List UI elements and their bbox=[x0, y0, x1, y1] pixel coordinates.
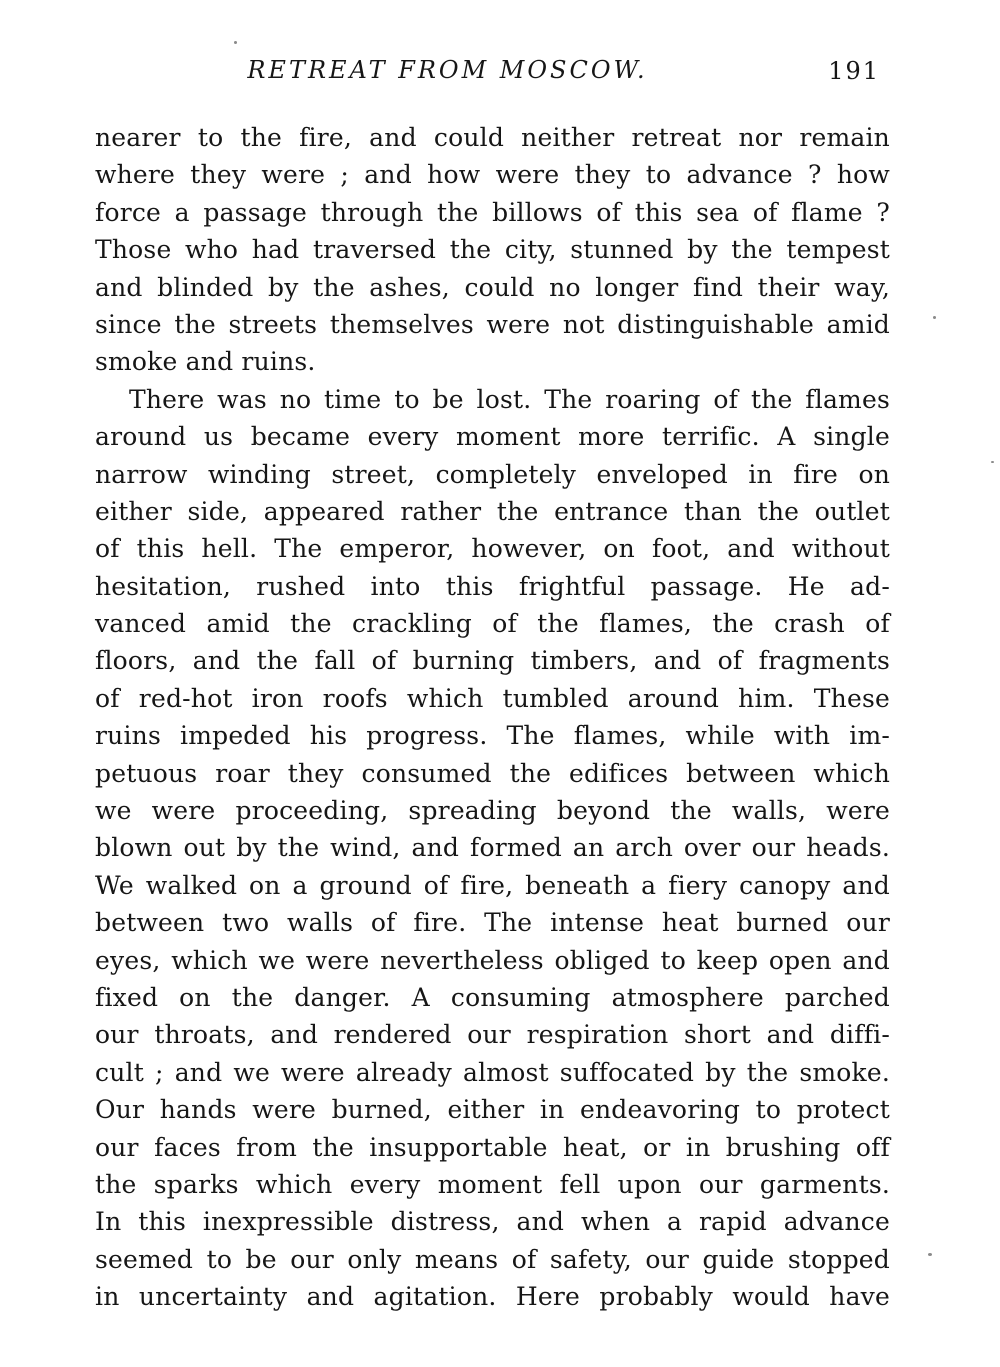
text-line: Our hands were burned, either in endeavoring to protect bbox=[95, 1095, 890, 1125]
text-line: floors, and the fall of burning timbers, and of fragments bbox=[95, 646, 890, 676]
text-line: our throats, and rendered our respiration short and diffi- bbox=[95, 1020, 890, 1050]
text-line: seemed to be our only means of safety, our guide stopped bbox=[95, 1244, 890, 1274]
text-line: fixed on the danger. A consuming atmosphere parched bbox=[95, 982, 890, 1012]
text-line: where they were ; and how were they to advance ? how bbox=[95, 160, 890, 190]
text-line: force a passage through the billows of this sea of flame ? bbox=[95, 197, 890, 227]
text-line: either side, appeared rather the entrance than the outlet bbox=[95, 496, 890, 526]
text-line: our faces from the insupportable heat, or in brushing off bbox=[95, 1132, 890, 1162]
text-line: nearer to the fire, and could neither retreat nor remain bbox=[95, 123, 890, 152]
text-line: we were proceeding, spreading beyond the walls, were bbox=[95, 796, 890, 826]
text-line: There was no time to be lost. The roaring of the flames bbox=[129, 384, 890, 414]
text-line: blown out by the wind, and formed an arch over our heads. bbox=[95, 833, 890, 863]
scan-speck bbox=[234, 41, 237, 44]
text-line: eyes, which we were nevertheless obliged to keep open and bbox=[95, 945, 890, 975]
text-line: around us became every moment more terrific. A single bbox=[95, 422, 890, 452]
running-head bbox=[95, 56, 890, 90]
text-line: the sparks which every moment fell upon our garments. bbox=[95, 1169, 890, 1199]
text-line: since the streets themselves were not distinguishable amid bbox=[95, 309, 890, 339]
text-line: narrow winding street, completely enveloped in fire on bbox=[95, 459, 890, 489]
text-line: of red-hot iron roofs which tumbled around him. These bbox=[95, 683, 890, 713]
text-line: We walked on a ground of fire, beneath a fiery canopy and bbox=[95, 870, 890, 900]
text-line: ruins impeded his progress. The flames, while with im- bbox=[95, 721, 890, 751]
page-number: 191 bbox=[828, 57, 880, 85]
scan-speck bbox=[933, 316, 936, 319]
text-line: hesitation, rushed into this frightful passage. He ad- bbox=[95, 571, 890, 601]
text-line: between two walls of fire. The intense heat burned our bbox=[95, 908, 890, 938]
text-line: In this inexpressible distress, and when a rapid advance bbox=[95, 1207, 890, 1237]
text-line: smoke and ruins. bbox=[95, 347, 316, 377]
text-line: Those who had traversed the city, stunned by the tempest bbox=[95, 235, 890, 265]
text-line: in uncertainty and agitation. Here probably would have bbox=[95, 1282, 890, 1312]
body-text bbox=[95, 119, 890, 1316]
scan-speck bbox=[991, 461, 994, 463]
text-line: of this hell. The emperor, however, on foot, and without bbox=[95, 534, 890, 564]
text-line: vanced amid the crackling of the flames, the crash of bbox=[95, 609, 890, 639]
text-line: cult ; and we were already almost suffocated by the smoke. bbox=[95, 1057, 890, 1087]
text-line: and blinded by the ashes, could no longer find their way, bbox=[95, 272, 890, 302]
text-line: petuous roar they consumed the edifices between which bbox=[95, 758, 890, 788]
scan-speck bbox=[928, 1253, 932, 1256]
running-title: RETREAT FROM MOSCOW. bbox=[247, 56, 648, 84]
